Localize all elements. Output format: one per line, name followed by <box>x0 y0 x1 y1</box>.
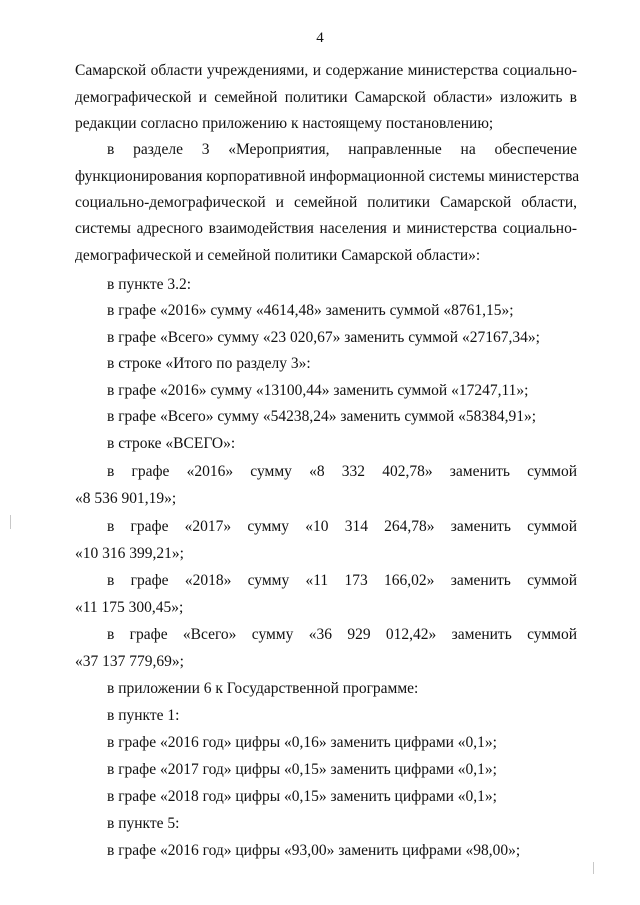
text-line: в графе «2016 год» цифры «93,00» заменить цифрами «98,00»; <box>107 842 521 859</box>
text-line: социально-демографической и семейной политики Самарской области, <box>75 194 577 211</box>
text-line: в графе «Всего» сумму «36 929 012,42» заменить суммой <box>107 626 577 643</box>
text-line: в графе «2016» сумму «13100,44» заменить суммой «17247,11»; <box>107 382 529 399</box>
text-line: демографической и семейной политики Самарской области» изложить в <box>75 89 577 106</box>
text-line: в графе «2017» сумму «10 314 264,78» заменить суммой <box>107 518 577 535</box>
scan-artifact <box>593 862 594 874</box>
text-line: в пункте 3.2: <box>107 276 192 293</box>
text-line: в разделе 3 «Мероприятия, направленные на обеспечение <box>107 141 577 158</box>
text-line: в графе «Всего» сумму «23 020,67» заменить суммой «27167,34»; <box>107 329 540 346</box>
text-line: функционирования корпоративной информационной системы министерства <box>75 168 580 185</box>
text-line: в графе «2016» сумму «4614,48» заменить суммой «8761,15»; <box>107 302 514 319</box>
text-line: в строке «Итого по разделу 3»: <box>107 355 311 372</box>
text-line: в графе «2016» сумму «8 332 402,78» заменить суммой <box>107 463 577 480</box>
text-line: «10 316 399,21»; <box>75 545 184 562</box>
text-line: в графе «2016 год» цифры «0,16» заменить цифрами «0,1»; <box>107 734 497 751</box>
text-line: в приложении 6 к Государственной программе: <box>107 680 419 697</box>
text-line: «37 137 779,69»; <box>75 653 184 670</box>
text-line: демографической и семейной политики Самарской области»: <box>75 247 481 264</box>
text-line: редакции согласно приложению к настоящему постановлению; <box>75 115 494 132</box>
text-line: в графе «2017 год» цифры «0,15» заменить цифрами «0,1»; <box>107 761 497 778</box>
text-line: в графе «2018 год» цифры «0,15» заменить цифрами «0,1»; <box>107 788 497 805</box>
text-line: в пункте 5: <box>107 815 180 832</box>
text-line: Самарской области учреждениями, и содержание министерства социально- <box>75 62 577 79</box>
text-line: в пункте 1: <box>107 707 180 724</box>
text-line: в строке «ВСЕГО»: <box>107 435 236 452</box>
page-number: 4 <box>316 30 324 46</box>
text-line: «8 536 901,19»; <box>75 490 177 507</box>
text-line: системы адресного взаимодействия населения и министерства социально- <box>75 220 577 237</box>
scan-artifact <box>10 515 11 529</box>
text-line: в графе «2018» сумму «11 173 166,02» заменить суммой <box>107 572 577 589</box>
text-line: в графе «Всего» сумму «54238,24» заменить суммой «58384,91»; <box>107 408 537 425</box>
text-line: «11 175 300,45»; <box>75 599 184 616</box>
